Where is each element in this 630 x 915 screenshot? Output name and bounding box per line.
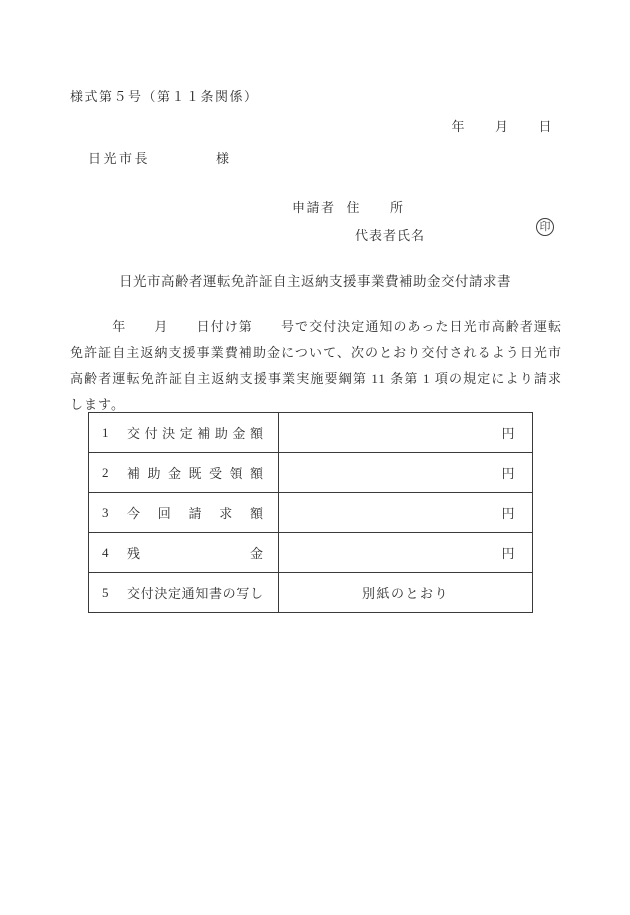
- row-label-cell: [89, 453, 279, 493]
- addressee-name: 日光市長: [88, 151, 151, 166]
- row-number: 2: [102, 464, 109, 480]
- row-value-cell: [279, 573, 533, 613]
- request-table: [88, 412, 533, 613]
- row-label-cell: [89, 573, 279, 613]
- representative-label: 代表者氏名: [355, 228, 426, 243]
- applicant-label: 申請者: [292, 200, 336, 215]
- row-number: 3: [102, 504, 109, 520]
- applicant-line: [292, 197, 405, 216]
- unit-label: 円: [501, 506, 515, 521]
- addressee-honorific: 様: [216, 151, 232, 166]
- addressee-line: [88, 148, 232, 167]
- row-value-cell: [279, 413, 533, 453]
- row-number: 4: [102, 544, 109, 560]
- table-row: [89, 533, 533, 573]
- table-row: [89, 573, 533, 613]
- row-label: 残金: [127, 546, 263, 561]
- address-label: 住 所: [346, 200, 405, 215]
- row-label: 交付決定補助金額: [127, 426, 263, 441]
- seal-text: 印: [539, 220, 551, 233]
- row-label-cell: [89, 493, 279, 533]
- row-number: 1: [102, 424, 109, 440]
- unit-label: 円: [501, 426, 515, 441]
- row-value: 別紙のとおり: [361, 586, 449, 601]
- date-line: 年 月 日: [451, 119, 553, 134]
- form-number: 様式第５号（第１１条関係）: [70, 89, 259, 104]
- row-label: 補助金既受領額: [127, 466, 263, 481]
- table-row: [89, 413, 533, 453]
- unit-label: 円: [501, 546, 515, 561]
- row-label: 今回請求額: [127, 506, 263, 521]
- unit-label: 円: [501, 466, 515, 481]
- body-paragraph: 年 月 日付け第 号で交付決定通知のあった日光市高齢者運転免許証自主返納支援事業費補助金について、次のとおり交付されるよう日光市高齢者運転免許証自主返納支援事業実施要綱第 11 条第 1 項の規定により請求します。: [70, 319, 562, 412]
- document-title: 日光市高齢者運転免許証自主返納支援事業費補助金交付請求書: [119, 274, 511, 289]
- row-value-cell: [279, 453, 533, 493]
- row-value-cell: [279, 533, 533, 573]
- row-label-cell: [89, 413, 279, 453]
- row-label: 交付決定通知書の写し: [127, 586, 263, 601]
- row-label-cell: [89, 533, 279, 573]
- table-row: [89, 493, 533, 533]
- row-number: 5: [102, 584, 109, 600]
- seal-icon: [536, 218, 554, 236]
- table-row: [89, 453, 533, 493]
- row-value-cell: [279, 493, 533, 533]
